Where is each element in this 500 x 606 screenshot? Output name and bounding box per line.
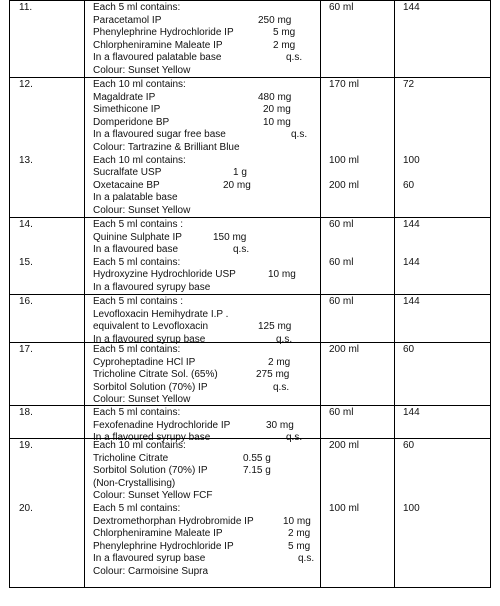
quantity: 144 — [403, 219, 420, 230]
column-divider — [394, 343, 395, 405]
item-number: 16. — [19, 296, 33, 307]
composition-line — [93, 27, 328, 40]
ingredient-amount: q.s. — [276, 333, 293, 345]
composition-line — [93, 309, 328, 322]
ingredient-name: Each 5 ml contains: — [93, 256, 181, 268]
item-number: 11. — [19, 2, 33, 13]
ingredient-name: Paracetamol IP — [93, 14, 162, 26]
composition-line — [93, 344, 328, 357]
composition-line — [93, 2, 328, 15]
quantity: 72 — [403, 79, 415, 90]
ingredient-name: In a flavoured syrupy base — [93, 281, 211, 293]
composition-line — [93, 205, 328, 218]
composition-line — [93, 282, 328, 295]
table-row — [9, 405, 491, 444]
ingredient-amount: 5 mg — [273, 27, 296, 39]
pack-size: 100 ml — [329, 154, 360, 166]
item-number: 20. — [19, 503, 33, 514]
composition — [93, 180, 328, 218]
quantity: 144 — [403, 2, 420, 13]
ingredient-amount: 1 g — [233, 167, 247, 179]
ingredient-amount: 275 mg — [256, 369, 290, 381]
pack-size: 200 ml — [329, 440, 360, 451]
column-divider — [394, 1, 395, 77]
composition — [93, 155, 328, 180]
composition-line — [93, 440, 328, 453]
ingredient-name: Simethicone IP — [93, 104, 161, 116]
product-table — [9, 0, 491, 588]
quantity: 60 — [403, 179, 415, 191]
ingredient-name: Chlorpheniramine Maleate IP — [93, 528, 223, 540]
composition-line — [93, 92, 328, 105]
table-row — [9, 217, 491, 294]
ingredient-name: Hydroxyzine Hydrochloride USP — [93, 269, 236, 281]
ingredient-amount: q.s. — [233, 244, 250, 256]
ingredient-name: Colour: Sunset Yellow — [93, 64, 191, 76]
ingredient-name: Dextromethorphan Hydrobromide IP — [93, 515, 254, 527]
composition-line — [93, 296, 328, 309]
ingredient-amount: 125 mg — [258, 321, 292, 333]
column-divider — [84, 218, 85, 294]
ingredient-name: Each 5 ml contains : — [93, 219, 184, 230]
composition-line — [93, 420, 328, 433]
quantity: 144 — [403, 407, 420, 418]
table-body — [9, 0, 491, 588]
composition-line — [93, 553, 328, 566]
quantity: 100 — [403, 154, 420, 166]
table-row — [9, 342, 491, 405]
quantity: 60 — [403, 440, 415, 451]
composition-line — [93, 321, 328, 334]
composition-line — [93, 566, 328, 579]
column-divider — [490, 78, 491, 217]
item-number: 13. — [19, 154, 33, 166]
ingredient-amount: q.s. — [291, 129, 308, 141]
composition — [93, 344, 328, 407]
pack-size: 60 ml — [329, 407, 354, 418]
ingredient-name: Colour: Tartrazine & Brilliant Blue — [93, 141, 240, 153]
quantity: 144 — [403, 256, 420, 268]
ingredient-name: Sorbitol Solution (70%) IP — [93, 381, 208, 393]
composition — [93, 79, 328, 155]
column-divider — [84, 343, 85, 405]
ingredient-name: Tricholine Citrate Sol. (65%) — [93, 369, 218, 381]
ingredient-name: Cyproheptadine HCl IP — [93, 356, 196, 368]
quantity: 100 — [403, 503, 420, 514]
ingredient-name: Each 5 ml contains: — [93, 503, 181, 514]
composition-line — [93, 465, 328, 478]
column-divider — [84, 1, 85, 77]
composition — [93, 440, 328, 503]
ingredient-name: Colour: Sunset Yellow — [93, 394, 191, 406]
ingredient-name: Domperidone BP — [93, 116, 170, 128]
ingredient-amount: 20 mg — [263, 104, 291, 116]
quantity: 60 — [403, 344, 415, 355]
composition-line — [93, 192, 328, 205]
composition-line — [93, 541, 328, 554]
composition-line — [93, 15, 328, 28]
composition-line — [93, 104, 328, 117]
column-divider — [9, 1, 10, 77]
column-divider — [84, 78, 85, 217]
ingredient-name: Each 10 ml contains: — [93, 154, 186, 166]
composition — [93, 2, 328, 78]
ingredient-name: Each 10 ml contains: — [93, 79, 186, 90]
composition — [93, 219, 328, 257]
ingredient-name: Each 10 ml contains: — [93, 440, 186, 451]
ingredient-amount: q.s. — [286, 52, 303, 64]
composition-line — [93, 382, 328, 395]
ingredient-amount: 2 mg — [288, 528, 311, 540]
composition-line — [93, 219, 328, 232]
composition-line — [93, 167, 328, 180]
column-divider — [490, 218, 491, 294]
composition-line — [93, 357, 328, 370]
column-divider — [9, 439, 10, 587]
pack-size: 60 ml — [329, 296, 354, 307]
pack-size: 200 ml — [329, 344, 360, 355]
composition-line — [93, 478, 328, 491]
composition-line — [93, 232, 328, 245]
pack-size: 60 ml — [329, 256, 354, 268]
column-divider — [84, 439, 85, 587]
ingredient-name: Each 5 ml contains: — [93, 344, 181, 355]
ingredient-name: In a flavoured syrupy base — [93, 432, 211, 444]
ingredient-amount: 10 mg — [283, 515, 311, 527]
column-divider — [490, 406, 491, 438]
ingredient-name: Quinine Sulphate IP — [93, 231, 182, 243]
composition-line — [93, 65, 328, 78]
ingredient-name: In a palatable base — [93, 192, 178, 204]
column-divider — [9, 295, 10, 342]
column-divider — [394, 218, 395, 294]
composition-line — [93, 40, 328, 53]
column-divider — [490, 295, 491, 342]
column-divider — [84, 295, 85, 342]
column-divider — [394, 78, 395, 217]
ingredient-amount: 480 mg — [258, 91, 292, 103]
ingredient-name: Each 5 ml contains : — [93, 296, 184, 307]
table-row — [9, 77, 491, 217]
composition-line — [93, 369, 328, 382]
ingredient-amount: 10 mg — [268, 269, 296, 281]
composition-line — [93, 407, 328, 420]
pack-size: 60 ml — [329, 2, 354, 13]
ingredient-name: Phenylephrine Hydrochloride IP — [93, 27, 234, 39]
column-divider — [9, 343, 10, 405]
ingredient-amount: 2 mg — [273, 39, 296, 51]
column-divider — [9, 78, 10, 217]
ingredient-name: Colour: Sunset Yellow — [93, 204, 191, 216]
column-divider — [490, 343, 491, 405]
ingredient-name: Oxetacaine BP — [93, 179, 160, 191]
item-number: 12. — [19, 79, 33, 90]
ingredient-name: Phenylephrine Hydrochloride IP — [93, 540, 234, 552]
ingredient-name: Sorbitol Solution (70%) IP — [93, 465, 208, 477]
ingredient-name: Sucralfate USP — [93, 167, 162, 179]
ingredient-name: Magaldrate IP — [93, 91, 156, 103]
ingredient-amount: q.s. — [298, 553, 315, 565]
composition-line — [93, 117, 328, 130]
table-row — [9, 438, 491, 588]
ingredient-name: Each 5 ml contains: — [93, 407, 181, 418]
ingredient-amount: q.s. — [286, 432, 303, 444]
ingredient-amount: 20 mg — [223, 179, 251, 191]
ingredient-name: Fexofenadine Hydrochloride IP — [93, 419, 231, 431]
composition-line — [93, 528, 328, 541]
ingredient-name: Levofloxacin Hemihydrate I.P . — [93, 308, 229, 320]
composition-line — [93, 180, 328, 193]
ingredient-name: Chlorpheniramine Maleate IP — [93, 39, 223, 51]
pack-size: 100 ml — [329, 503, 360, 514]
composition-line — [93, 490, 328, 503]
item-number: 19. — [19, 440, 33, 451]
ingredient-name: Each 5 ml contains: — [93, 2, 181, 13]
composition-line — [93, 516, 328, 529]
ingredient-amount: 5 mg — [288, 540, 311, 552]
column-divider — [394, 406, 395, 438]
ingredient-name: Colour: Carmoisine Supra — [93, 565, 209, 577]
column-divider — [9, 218, 10, 294]
ingredient-name: Tricholine Citrate — [93, 452, 169, 464]
ingredient-amount: 250 mg — [258, 14, 292, 26]
item-number: 14. — [19, 219, 33, 230]
composition-line — [93, 269, 328, 282]
column-divider — [394, 295, 395, 342]
ingredient-name: In a flavoured sugar free base — [93, 129, 226, 141]
pack-size: 200 ml — [329, 179, 360, 191]
ingredient-name: equivalent to Levofloxacin — [93, 321, 209, 333]
composition-line — [93, 52, 328, 65]
column-divider — [84, 406, 85, 438]
composition-line — [93, 503, 328, 516]
composition — [93, 503, 328, 579]
composition-line — [93, 142, 328, 155]
column-divider — [490, 1, 491, 77]
composition — [93, 257, 328, 295]
composition-line — [93, 257, 328, 270]
table-row — [9, 0, 491, 77]
composition-line — [93, 129, 328, 142]
composition-line — [93, 155, 328, 168]
ingredient-name: In a flavoured syrup base — [93, 333, 206, 345]
ingredient-amount: 0.55 g — [243, 452, 271, 464]
pack-size: 60 ml — [329, 219, 354, 230]
ingredient-amount: 7.15 g — [243, 465, 271, 477]
composition-line — [93, 244, 328, 257]
item-number: 18. — [19, 407, 33, 418]
pack-size: 170 ml — [329, 79, 360, 90]
ingredient-name: In a flavoured base — [93, 244, 179, 256]
composition-line — [93, 79, 328, 92]
ingredient-name: (Non-Crystallising) — [93, 477, 176, 489]
composition-line — [93, 453, 328, 466]
ingredient-name: In a flavoured syrup base — [93, 553, 206, 565]
ingredient-name: Colour: Sunset Yellow FCF — [93, 490, 213, 502]
item-number: 17. — [19, 344, 33, 355]
column-divider — [394, 439, 395, 587]
ingredient-amount: 150 mg — [213, 231, 247, 243]
column-divider — [9, 406, 10, 438]
item-number: 15. — [19, 256, 33, 268]
composition — [93, 296, 328, 346]
quantity: 144 — [403, 296, 420, 307]
ingredient-name: In a flavoured palatable base — [93, 52, 222, 64]
ingredient-amount: 30 mg — [266, 419, 294, 431]
ingredient-amount: 2 mg — [268, 356, 291, 368]
column-divider — [490, 439, 491, 587]
ingredient-amount: q.s. — [273, 381, 290, 393]
table-row — [9, 294, 491, 345]
ingredient-amount: 10 mg — [263, 116, 291, 128]
